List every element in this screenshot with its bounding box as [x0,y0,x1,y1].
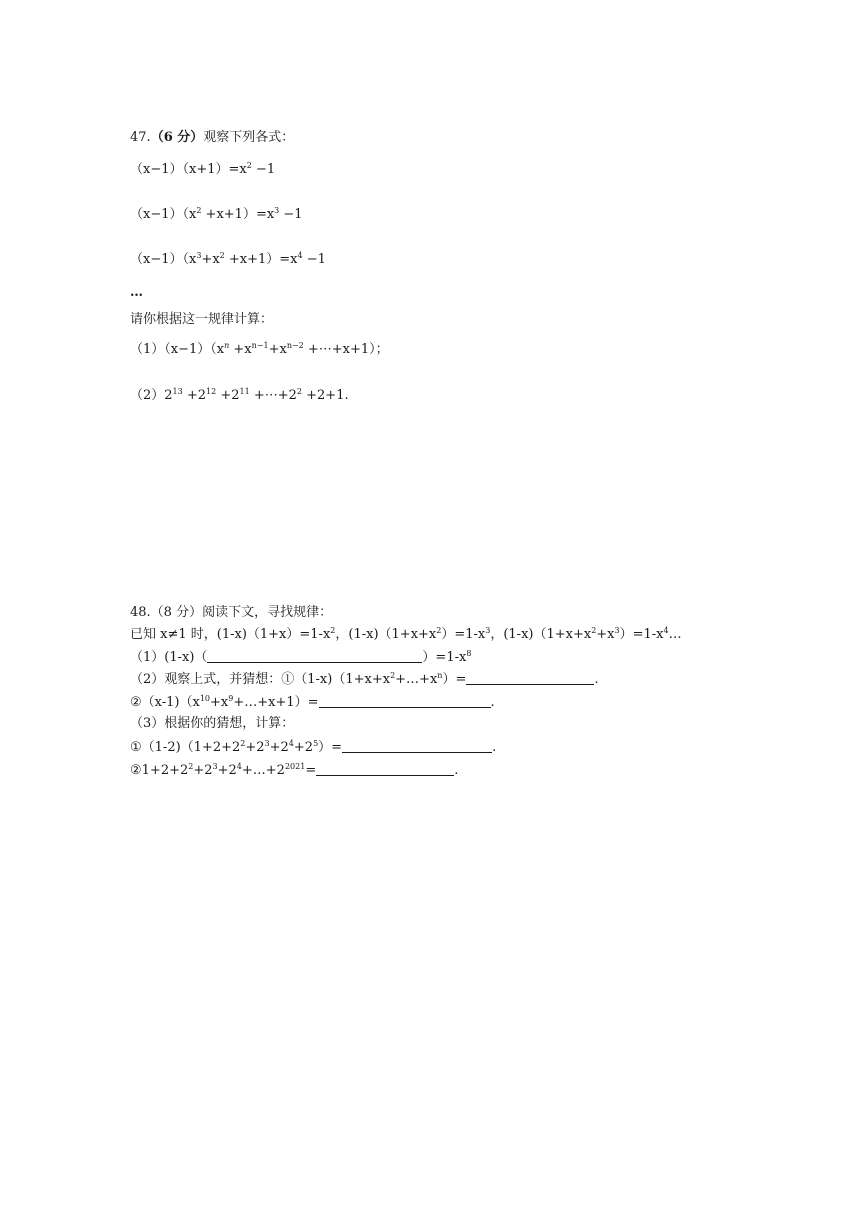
q48-title: 48.（8 分）阅读下文，寻找规律： [130,605,333,620]
q48p3a-d: +2 [293,740,314,755]
q48p3b-exp2: 3 [212,762,218,771]
p1-b: +x [229,342,252,357]
q48-part-2b [130,694,495,711]
given-a: 已知 x≠1 时，(1-x)（1+x）=1-x [130,627,331,642]
q48p2-exp1: 2 [390,671,396,680]
q48p3a-exp1: 2 [240,739,246,748]
q48p2b-exp2: 9 [228,694,234,703]
given-exp4: 2 [591,626,597,635]
q47-part-2 [130,388,349,404]
p2-c: +2 [216,388,240,403]
eq1-left: （x−1）（x+1）=x [130,162,247,177]
q48-part-2 [130,671,598,688]
p1-c: +x [268,342,287,357]
q48p3b-b: +2 [193,763,213,778]
q47-number: 47. [130,130,151,145]
eq3-d: −1 [302,252,326,267]
q48p1-exp: 8 [466,649,472,658]
q48p3b-exp3: 4 [236,762,242,771]
q47-equation-1 [130,162,275,178]
q48-given [130,627,682,643]
given-b: ，(1-x)（1+x+x [335,627,437,642]
eq3-b: +x [201,252,220,267]
q47-score: （6 分） [150,130,204,145]
eq3-exp3: 4 [297,251,303,260]
q48p1-b: ）=1-x [422,650,467,665]
p1-d: +⋯+x+1）； [303,342,389,357]
q48-part-3: （3）根据你的猜想，计算： [130,716,295,731]
q48p1-a: （1）(1-x)（ [130,650,208,665]
q48p3a-a: ①（1-2)（1+2+2 [130,740,241,755]
given-f: +x [596,627,615,642]
given-d: ，(1-x)（1+x+x [490,627,592,642]
p1-exp3: n−2 [286,341,304,350]
p2-exp4: 2 [296,387,302,396]
given-exp1: 2 [330,626,336,635]
q48-part-1 [130,649,471,666]
given-h: … [668,627,682,642]
given-g: ）=1-x [619,627,664,642]
eq2-b: +x+1）=x [201,207,275,222]
q48p2-exp2: n [437,671,443,680]
p2-a: （2）2 [130,388,173,403]
q48p3b-a: ②1+2+2 [130,763,189,778]
q48p2b-a: ②（x-1)（x [130,695,200,710]
q48p3a-b: +2 [245,740,265,755]
q48p3a-exp2: 3 [264,739,270,748]
q48p2-c: ）= [442,672,467,687]
eq2-a: （x−1）（x [130,207,197,222]
q48p3a-g: . [492,740,497,755]
q48p3b-d: +…+2 [241,763,285,778]
given-exp3: 3 [485,626,491,635]
q47-part-1 [130,342,389,358]
q48p2b-d: . [490,695,495,710]
q48-part-3a [130,739,496,756]
q48p3a-exp4: 5 [313,739,319,748]
q48p2-b: +…+x [395,672,438,687]
given-exp6: 4 [663,626,669,635]
given-exp2: 2 [436,626,442,635]
q47-equation-3 [130,252,326,268]
q48p3b-g: . [454,763,459,778]
p1-exp1: n [224,341,230,350]
q48p3b-exp1: 2 [188,762,194,771]
q47-title [130,130,294,146]
q48p3b-c: +2 [217,763,237,778]
eq3-c: +x+1）=x [224,252,298,267]
q48-part-3b [130,762,458,779]
p2-b: +2 [182,388,207,403]
answer-blank-1[interactable] [207,649,422,663]
p1-a: （1）（x−1）（x [130,342,225,357]
answer-blank-5[interactable] [316,762,454,776]
eq2-exp1: 2 [196,206,202,215]
eq2-exp2: 3 [274,206,280,215]
p2-f: +2+1. [302,388,349,403]
q48p3a-c: +2 [269,740,289,755]
eq3-exp1: 3 [196,251,202,260]
eq3-exp2: 2 [219,251,225,260]
q48p2-a: （2）观察上式，并猜想：①（1-x)（1+x+x [130,672,391,687]
p2-d: +⋯+2 [249,388,297,403]
p2-exp2: 12 [206,387,217,396]
p2-exp3: 11 [239,387,250,396]
answer-blank-2[interactable] [466,671,594,685]
q48p3b-f: = [305,763,317,778]
p2-exp1: 13 [172,387,183,396]
q48p2b-b: +x [210,695,229,710]
q48p3b-exp4: 2021 [284,762,306,771]
q48p3a-f: ）= [318,740,343,755]
eq2-c: −1 [279,207,303,222]
q48p2-d: . [594,672,599,687]
q47-instruction: 请你根据这一规律计算： [130,312,274,327]
q48p3a-exp3: 4 [288,739,294,748]
given-exp5: 3 [614,626,620,635]
q48p2b-c: +…+x+1）= [233,695,319,710]
answer-blank-4[interactable] [342,739,492,753]
q48p2b-exp1: 10 [199,694,211,703]
p1-exp2: n−1 [251,341,269,350]
eq1-exp: 2 [246,161,252,170]
eq1-right: −1 [251,162,276,177]
given-c: ）=1-x [441,627,486,642]
eq3-a: （x−1）（x [130,252,197,267]
q47-ellipsis: … [130,285,143,300]
q47-equation-2 [130,207,303,223]
q47-title-text: 观察下列各式： [203,130,295,145]
answer-blank-3[interactable] [319,694,491,708]
